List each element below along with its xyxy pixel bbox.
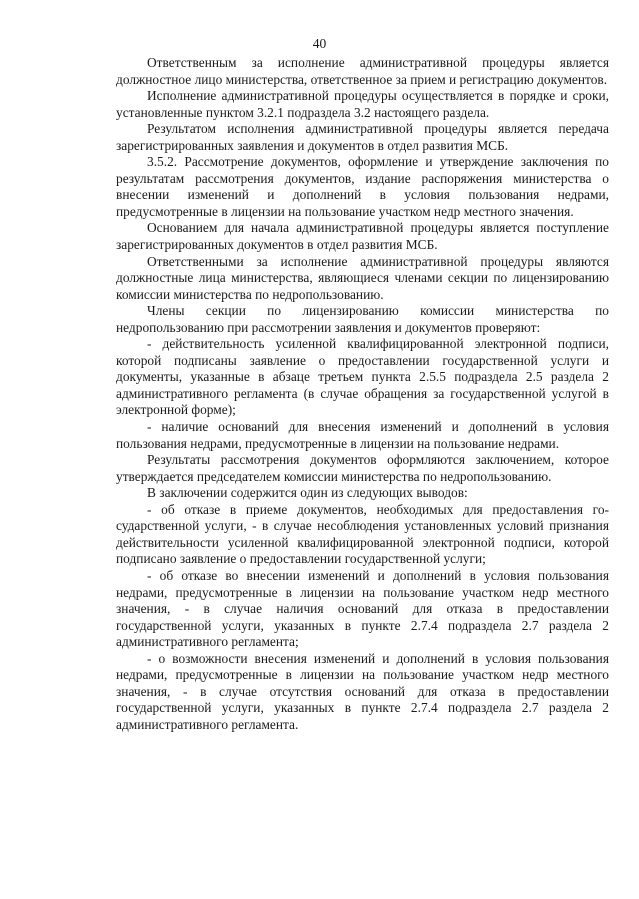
list-item-signature-validity: - действительность усиленной квалифицированной электронной подписи, которой подписаны заявление о предоставлении государственной услуги и документы, указанные в абзаце третьем пункта 2.5.5 подраздела 2.5 раздела 2 административного регламента (в случае обращения за государственной услугой в электронной форме); (116, 336, 609, 418)
list-item-refusal-acceptance: - об отказе в приеме документов, необходимых для предоставления государственной услуги, - в случае несоблюдения установленных условий признания действительности усиленной квалифицированной электронной подписи, которой подписано заявление о предоставлении государственной услуги; (116, 501, 609, 567)
paragraph-responsible-section: Ответственными за исполнение административной процедуры являются должностные лица министерства, являющиеся членами секции по лицензированию комиссии министерства по недропользованию. (116, 253, 609, 302)
paragraph-section-3-5-2: 3.5.2. Рассмотрение документов, оформление и утверждение заключения по результатам рассмотрения документов, издание распоряжения министерства о внесении изменений и дополнений в условия пользования недрами, предусмотренные в лицензии на пользование участком недр местного значения. (116, 154, 609, 219)
document-body (116, 55, 609, 733)
list-item-grounds-changes: - наличие оснований для внесения изменений и дополнений в условия пользования недрами, предусмотренные в лицензии на пользование недрами. (116, 419, 609, 451)
list-item-possibility-changes: - о возможности внесения изменений и дополнений в условия пользования недрами, предусмотренные в лицензии на пользование участком недр местного значения, - в случае отсутствия оснований для отказа в предоставлении государственной услуги, указанных в пункте 2.7.4 подраздела 2.7 раздела 2 административного регламента. (116, 650, 609, 732)
page-number: 40 (312, 36, 327, 51)
paragraph-execution-terms: Исполнение административной процедуры осуществляется в порядке и сроки, установленные пунктом 3.2.1 подраздела 3.2 настоящего раздела. (116, 88, 609, 120)
paragraph-responsible-registration: Ответственным за исполнение административной процедуры является должностное лицо министерства, ответственное за прием и регистрацию документов. (116, 55, 609, 87)
paragraph-basis: Основанием для начала административной процедуры является поступление зарегистрированных документов в отдел развития МСБ. (116, 220, 609, 253)
paragraph-members-check: Члены секции по лицензированию комиссии министерства по недропользованию при рассмотрении заявления и документов проверяют: (116, 303, 609, 335)
list-item-refusal-changes: - об отказе во внесении изменений и дополнений в условия пользования недрами, предусмотренные в лицензии на пользование участком недр местного значения, - в случае наличия оснований для отказа в предоставлении государственной услуги, указанных в пункте 2.7.4 подраздела 2.7 раздела 2 административного регламента; (116, 567, 609, 650)
paragraph-result-transfer: Результатом исполнения административной процедуры является передача зарегистрированных заявления и документов в отдел развития МСБ. (116, 121, 609, 153)
paragraph-conclusion-results: Результаты рассмотрения документов оформляются заключением, которое утверждается председателем комиссии министерства по недропользованию. (116, 452, 609, 484)
paragraph-conclusion-contains: В заключении содержится один из следующих выводов: (147, 485, 468, 501)
